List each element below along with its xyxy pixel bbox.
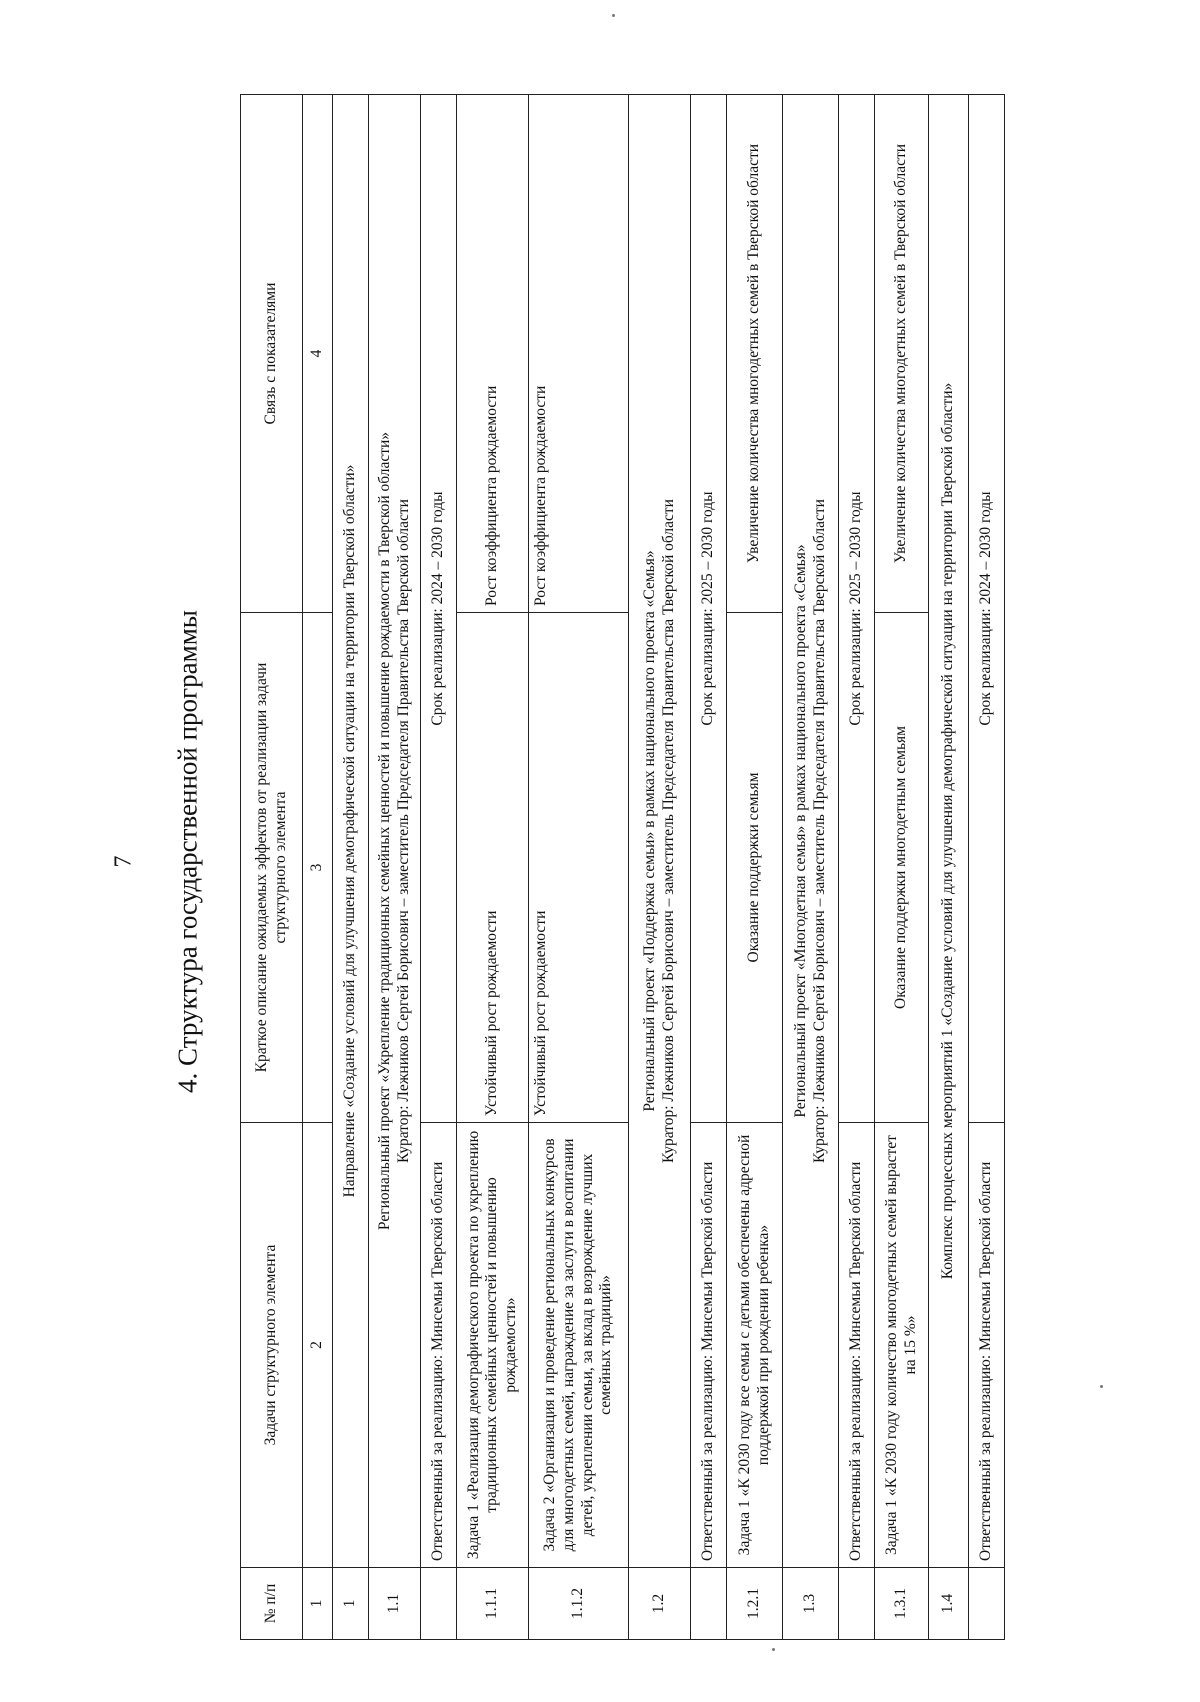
table-row <box>457 95 529 1640</box>
effect-cell: Устойчивый рост рождаемости <box>457 613 529 1123</box>
row-number: 1 <box>333 1568 369 1640</box>
indicator-cell: Увеличение количества многодетных семей в Тверской области <box>727 95 783 613</box>
column-number: 1 <box>303 1568 333 1640</box>
project-title: Региональный проект «Многодетная семья» в рамках национального проекта «Семья» <box>791 544 809 1118</box>
section-title: 4. Структура государственной программы <box>172 610 203 1093</box>
direction-title: Направление «Создание условий для улучшения демографической ситуации на территории Тверской области» <box>333 95 369 1568</box>
table-row <box>629 95 691 1640</box>
column-number: 4 <box>303 95 333 613</box>
project-curator: Куратор: Лежников Сергей Борисович – заместитель Председателя Правительства Тверской области <box>394 499 412 1163</box>
term-cell: Срок реализации: 2024 – 2030 годы <box>421 95 457 1123</box>
effect-cell: Оказание поддержки многодетным семьям <box>875 613 929 1123</box>
task-cell: Задача 1 «К 2030 году все семьи с детьми обеспечены адресной поддержкой при рождении ребенка» <box>727 1123 783 1568</box>
task-cell: Задача 1 «К 2030 году количество многодетных семей вырастет на 15 %» <box>875 1123 929 1568</box>
scan-speck <box>1100 1385 1103 1388</box>
row-number <box>421 1568 457 1640</box>
table-row <box>333 95 369 1640</box>
table-row <box>421 95 457 1640</box>
table-row <box>691 95 727 1640</box>
row-number: 1.3.1 <box>875 1568 929 1640</box>
row-number <box>839 1568 875 1640</box>
project-cell <box>783 95 839 1568</box>
page-number: 7 <box>110 855 137 868</box>
scan-speck <box>612 14 615 17</box>
row-number: 1.1.2 <box>529 1568 629 1640</box>
term-cell: Срок реализации: 2024 – 2030 годы <box>969 95 1005 1123</box>
term-cell: Срок реализации: 2025 – 2030 годы <box>691 95 727 1123</box>
scan-speck <box>772 1648 775 1651</box>
row-number <box>691 1568 727 1640</box>
effect-cell: Устойчивый рост рождаемости <box>529 613 629 1123</box>
responsible-cell: Ответственный за реализацию: Минсемьи Тверской области <box>969 1123 1005 1568</box>
indicator-cell: Рост коэффициента рождаемости <box>529 95 629 613</box>
table-row <box>727 95 783 1640</box>
indicator-cell: Рост коэффициента рождаемости <box>457 95 529 613</box>
header-num: № п/п <box>241 1568 303 1640</box>
responsible-cell: Ответственный за реализацию: Минсемьи Тверской области <box>691 1123 727 1568</box>
row-number: 1.2.1 <box>727 1568 783 1640</box>
table-row <box>529 95 629 1640</box>
row-number: 1.1 <box>369 1568 421 1640</box>
project-cell <box>629 95 691 1568</box>
table-header-row <box>241 95 303 1640</box>
indicator-cell: Увеличение количества многодетных семей в Тверской области <box>875 95 929 613</box>
table-row <box>369 95 421 1640</box>
table-row <box>839 95 875 1640</box>
header-effects: Краткое описание ожидаемых эффектов от реализации задачи структурного элемента <box>241 613 303 1123</box>
term-cell: Срок реализации: 2025 – 2030 годы <box>839 95 875 1123</box>
table-row <box>783 95 839 1640</box>
table-row <box>929 95 969 1640</box>
table-row <box>969 95 1005 1640</box>
row-number: 1.1.1 <box>457 1568 529 1640</box>
task-cell: Задача 2 «Организация и проведение региональных конкурсов для многодетных семей, награждение за заслуги в воспитании детей, укреплении семьи, за вклад в возрождение лучших семейных традиций» <box>529 1123 629 1568</box>
row-number: 1.4 <box>929 1568 969 1640</box>
structure-table <box>240 94 1005 1640</box>
responsible-cell: Ответственный за реализацию: Минсемьи Тверской области <box>839 1123 875 1568</box>
row-number: 1.2 <box>629 1568 691 1640</box>
complex-title: Комплекс процессных мероприятий 1 «Создание условий для улучшения демографической ситуации на территории Тверской области» <box>929 95 969 1568</box>
column-number: 3 <box>303 613 333 1123</box>
effect-cell: Оказание поддержки семьям <box>727 613 783 1123</box>
project-curator: Куратор: Лежников Сергей Борисович – заместитель Председателя Правительства Тверской области <box>659 499 677 1163</box>
column-number: 2 <box>303 1123 333 1568</box>
responsible-cell: Ответственный за реализацию: Минсемьи Тверской области <box>421 1123 457 1568</box>
table-column-numbers-row <box>303 95 333 1640</box>
project-cell <box>369 95 421 1568</box>
table-row <box>875 95 929 1640</box>
project-title: Региональный проект «Поддержка семьи» в рамках национального проекта «Семья» <box>640 550 658 1112</box>
header-indicators: Связь с показателями <box>241 95 303 613</box>
row-number <box>969 1568 1005 1640</box>
header-tasks: Задачи структурного элемента <box>241 1123 303 1568</box>
structure-table-wrapper <box>240 95 1070 1640</box>
row-number: 1.3 <box>783 1568 839 1640</box>
project-title: Региональный проект «Укрепление традиционных семейных ценностей и повышение рождаемости в Тверской области» <box>375 431 393 1231</box>
task-cell: Задача 1 «Реализация демографического проекта по укреплению традиционных семейных ценностей и повышению рождаемости» <box>457 1123 529 1568</box>
project-curator: Куратор: Лежников Сергей Борисович – заместитель Председателя Правительства Тверской области <box>810 499 828 1163</box>
